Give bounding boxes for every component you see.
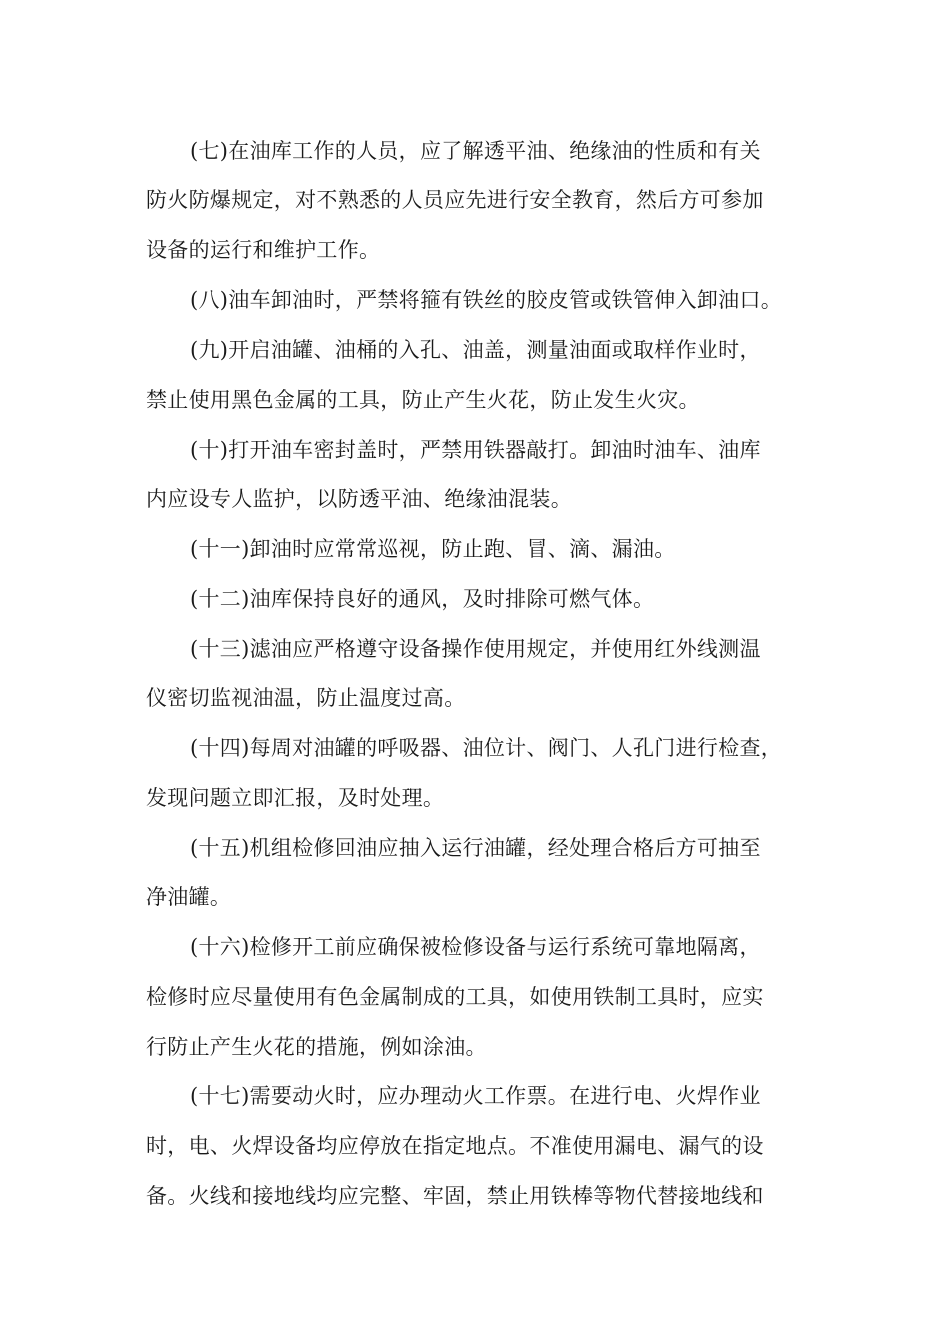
paragraph-13-line-1: (十三)滤油应严格遵守设备操作使用规定，并使用红外线测温 <box>190 637 761 661</box>
paragraph-17-line-2: 时，电、火焊设备均应停放在指定地点。不准使用漏电、漏气的设 <box>146 1134 764 1158</box>
paragraph-7-line-2: 防火防爆规定，对不熟悉的人员应先进行安全教育，然后方可参加 <box>146 188 764 212</box>
paragraph-16-line-2: 检修时应尽量使用有色金属制成的工具，如使用铁制工具时，应实 <box>146 985 764 1009</box>
paragraph-15-line-2: 净油罐。 <box>146 885 232 909</box>
paragraph-16-line-3: 行防止产生火花的措施，例如涂油。 <box>146 1035 487 1059</box>
paragraph-14-line-2: 发现问题立即汇报，及时处理。 <box>146 786 445 810</box>
paragraph-12-line-1: (十二)油库保持良好的通风，及时排除可燃气体。 <box>190 587 655 611</box>
paragraph-9-line-2: 禁止使用黑色金属的工具，防止产生火花，防止发生火灾。 <box>146 388 700 412</box>
paragraph-9-line-1: (九)开启油罐、油桶的入孔、油盖，测量油面或取样作业时， <box>190 338 761 362</box>
paragraph-16-line-1: (十六)检修开工前应确保被检修设备与运行系统可靠地隔离， <box>190 935 761 959</box>
paragraph-17-line-1: (十七)需要动火时，应办理动火工作票。在进行电、火焊作业 <box>190 1084 761 1108</box>
paragraph-13-line-2: 仪密切监视油温，防止温度过高。 <box>146 686 466 710</box>
paragraph-14-line-1: (十四)每周对油罐的呼吸器、油位计、阀门、人孔门进行检查， <box>190 736 783 760</box>
paragraph-11-line-1: (十一)卸油时应常常巡视，防止跑、冒、滴、漏油。 <box>190 537 676 561</box>
paragraph-10-line-2: 内应设专人监护，以防透平油、绝缘油混装。 <box>146 487 572 511</box>
paragraph-15-line-1: (十五)机组检修回油应抽入运行油罐，经处理合格后方可抽至 <box>190 836 761 860</box>
paragraph-7-line-1: (七)在油库工作的人员，应了解透平油、绝缘油的性质和有关 <box>190 139 761 163</box>
paragraph-17-line-3: 备。火线和接地线均应完整、牢固，禁止用铁棒等物代替接地线和 <box>146 1184 764 1208</box>
paragraph-10-line-1: (十)打开油车密封盖时，严禁用铁器敲打。卸油时油车、油库 <box>190 438 761 462</box>
paragraph-8-line-1: (八)油车卸油时，严禁将箍有铁丝的胶皮管或铁管伸入卸油口。 <box>190 288 783 312</box>
paragraph-7-line-3: 设备的运行和维护工作。 <box>146 238 381 262</box>
